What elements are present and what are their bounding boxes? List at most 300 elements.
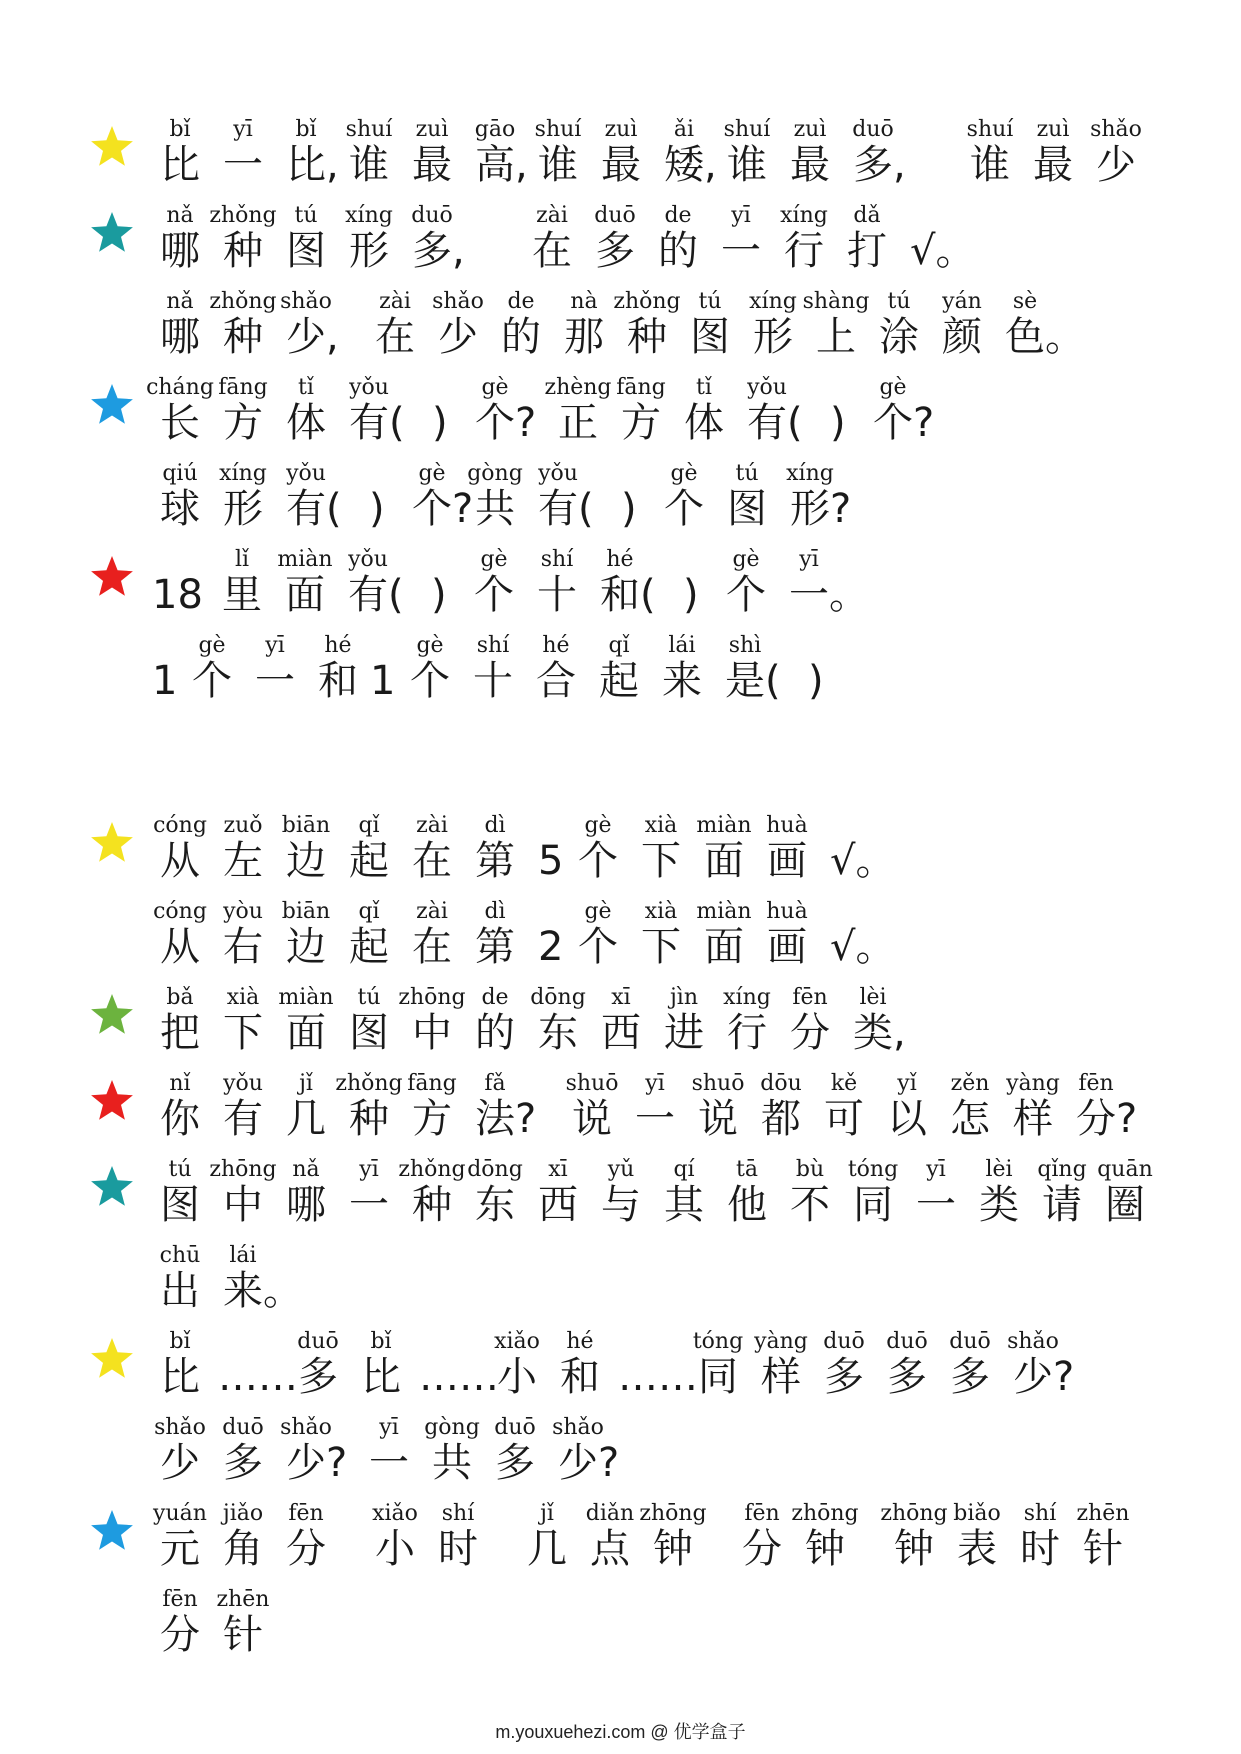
pinyin: yán [942,289,982,314]
pinyin: shuō [565,1071,619,1096]
pinyin: quān [1097,1157,1153,1182]
pinyin: diǎn [585,1501,635,1526]
hanzi: 有( [747,400,803,446]
pinyin: tú [168,1157,192,1182]
pinyin: xíng [723,985,771,1010]
pinyin: gè [418,461,446,486]
hanzi: 分 [160,1612,200,1658]
hanzi: 正 [558,400,598,446]
hanzi: 几 [286,1096,326,1142]
hanzi: 图 [160,1182,200,1228]
pinyin: gè [198,633,226,658]
pinyin: kě [830,1071,858,1096]
pinyin: qiú [162,461,198,486]
hanzi: 1 [370,658,396,704]
pinyin: duō [886,1329,928,1354]
pinyin: duō [852,117,894,142]
pinyin: gè [584,813,612,838]
pinyin: zài [536,203,568,228]
pinyin: yòu [223,899,263,924]
pinyin: tú [887,289,911,314]
hanzi: 多 [495,1440,535,1486]
pinyin: gè [481,375,509,400]
pinyin: hé [542,633,570,658]
pinyin: gè [670,461,698,486]
pinyin: dì [484,899,506,924]
hanzi: 可 [824,1096,864,1142]
pinyin: gè [732,547,760,572]
pinyin: fēn [792,985,828,1010]
pinyin: shuí [345,117,393,142]
pinyin: bǐ [169,1329,191,1354]
hanzi: 面 [704,838,744,884]
pinyin: huà [766,813,808,838]
pinyin: yǒu [538,461,578,486]
pinyin: fēn [1078,1071,1114,1096]
star-shape [91,126,133,166]
hanzi: 有( [349,400,405,446]
hanzi: 的 [501,314,541,360]
star-red-icon [89,554,135,600]
hanzi: 西 [538,1182,578,1228]
pinyin: tú [357,985,381,1010]
pinyin: zhǒng [613,289,681,314]
pinyin: shǎo [154,1415,206,1440]
hanzi: √。 [910,228,976,274]
hanzi: 以 [887,1096,927,1142]
hanzi: ) [432,400,448,446]
hanzi: 有( [286,486,342,532]
hanzi: 谁 [538,142,578,188]
pinyin: shuí [534,117,582,142]
pinyin: sè [1012,289,1038,314]
pinyin: hé [566,1329,594,1354]
hanzi: ) [683,572,699,618]
hanzi: 把 [160,1010,200,1056]
star-shape [91,1510,133,1550]
pinyin: yī [645,1071,665,1096]
hanzi: 针 [223,1612,263,1658]
pinyin: duō [297,1329,339,1354]
hanzi: 哪 [160,228,200,274]
pinyin: fāng [218,375,268,400]
pinyin: shì [728,633,762,658]
hanzi: 时 [1020,1526,1060,1572]
pinyin: shuí [723,117,771,142]
hanzi: 1 [152,658,178,704]
hanzi: 一 [635,1096,675,1142]
hanzi: √。 [830,838,896,884]
pinyin: gè [480,547,508,572]
pinyin: duō [823,1329,865,1354]
pinyin: xī [548,1157,568,1182]
hanzi: 方 [412,1096,452,1142]
pinyin: cóng [153,899,207,924]
hanzi: 个? [873,400,935,446]
hanzi: 小 [497,1354,537,1400]
hanzi: 形 [223,486,263,532]
hanzi: 在 [412,838,452,884]
hanzi: 分 [790,1010,830,1056]
hanzi: 5 [538,838,564,884]
pinyin: jiǎo [222,1501,264,1526]
hanzi: 的 [658,228,698,274]
pinyin: tú [735,461,759,486]
pinyin: yǒu [349,375,389,400]
pinyin: zài [416,899,448,924]
hanzi: 分 [286,1526,326,1572]
hanzi: 进 [664,1010,704,1056]
hanzi: 那 [564,314,604,360]
pinyin: xíng [219,461,267,486]
pinyin: gè [879,375,907,400]
hanzi: 面 [286,1010,326,1056]
pinyin: fāng [616,375,666,400]
star-shape [91,556,133,596]
pinyin: de [481,985,509,1010]
pinyin: yī [265,633,285,658]
pinyin: yǐ [897,1071,917,1096]
hanzi: 钟 [805,1526,845,1572]
pinyin: yǒu [348,547,388,572]
hanzi: 第 [475,924,515,970]
hanzi: 形 [753,314,793,360]
hanzi: 在 [412,924,452,970]
hanzi: 少? [558,1440,620,1486]
hanzi: 方 [621,400,661,446]
hanzi: 怎 [950,1096,990,1142]
hanzi: 针 [1083,1526,1123,1572]
hanzi: …… [618,1354,698,1400]
hanzi: …… [419,1354,499,1400]
star-yellow-icon [89,1336,135,1382]
hanzi: 一 [255,658,295,704]
pinyin: qǐ [608,633,630,658]
pinyin: fāng [407,1071,457,1096]
pinyin: shǎo [280,289,332,314]
pinyin: dǎ [853,203,881,228]
hanzi: 样 [1013,1096,1053,1142]
hanzi: 谁 [349,142,389,188]
pinyin: xiǎo [372,1501,418,1526]
star-green-icon [89,992,135,1038]
pinyin: duō [222,1415,264,1440]
pinyin: zhōng [209,1157,277,1182]
hanzi: 2 [538,924,564,970]
pinyin: yī [731,203,751,228]
hanzi: 图 [727,486,767,532]
pinyin: bǐ [295,117,317,142]
pinyin: de [507,289,535,314]
hanzi: 类, [853,1010,906,1056]
hanzi: 时 [438,1526,478,1572]
hanzi: 在 [375,314,415,360]
pinyin: miàn [278,985,334,1010]
hanzi: 图 [690,314,730,360]
hanzi: 类 [979,1182,1019,1228]
pinyin: shǎo [552,1415,604,1440]
hanzi: 球 [160,486,200,532]
hanzi: 多, [853,142,906,188]
hanzi: 样 [761,1354,801,1400]
hanzi: 个 [578,924,618,970]
pinyin: hé [324,633,352,658]
hanzi: 从 [160,838,200,884]
pinyin: fēn [162,1587,198,1612]
pinyin: shuí [966,117,1014,142]
pinyin: shàng [802,289,870,314]
hanzi: 多 [950,1354,990,1400]
pinyin: chū [159,1243,201,1268]
pinyin: shǎo [1007,1329,1059,1354]
pinyin: zhēn [1076,1501,1130,1526]
pinyin: zuǒ [223,813,263,838]
hanzi: 有( [348,572,404,618]
pinyin: dōng [530,985,586,1010]
hanzi: 和 [318,658,358,704]
hanzi: 个? [412,486,474,532]
pinyin: zhēn [216,1587,270,1612]
hanzi: 比 [160,142,200,188]
pinyin: gòng [467,461,523,486]
pinyin: gòng [424,1415,480,1440]
pinyin: nǎ [166,203,194,228]
hanzi: 是( [725,658,781,704]
pinyin: fēn [288,1501,324,1526]
hanzi: 种 [223,228,263,274]
pinyin: zhōng [398,985,466,1010]
pinyin: zhǒng [398,1157,466,1182]
hanzi: 来 [662,658,702,704]
pinyin: zhǒng [335,1071,403,1096]
hanzi: 边 [286,838,326,884]
hanzi: 右 [223,924,263,970]
hanzi: 图 [349,1010,389,1056]
hanzi: √。 [830,924,896,970]
pinyin: shǎo [1090,117,1142,142]
hanzi: 比 [361,1354,401,1400]
hanzi: 矮, [664,142,717,188]
star-yellow-icon [89,820,135,866]
pinyin: duō [594,203,636,228]
pinyin: miàn [696,813,752,838]
hanzi: 少? [1013,1354,1075,1400]
hanzi: 最 [1033,142,1073,188]
pinyin: yǔ [607,1157,635,1182]
star-shape [91,1338,133,1378]
pinyin: duō [411,203,453,228]
pinyin: fǎ [484,1071,506,1096]
pinyin: zuì [604,117,638,142]
pinyin: bǐ [169,117,191,142]
pinyin: dōng [467,1157,523,1182]
pinyin: zhōng [791,1501,859,1526]
hanzi: ) [369,486,385,532]
hanzi: 面 [704,924,744,970]
hanzi: 最 [412,142,452,188]
pinyin: cóng [153,813,207,838]
hanzi: 少? [286,1440,348,1486]
hanzi: 小 [375,1526,415,1572]
pinyin: dōu [760,1071,802,1096]
pinyin: biān [281,899,331,924]
hanzi: 东 [475,1182,515,1228]
pinyin: xíng [345,203,393,228]
hanzi: 有( [538,486,594,532]
hanzi: ) [621,486,637,532]
hanzi: 多 [298,1354,338,1400]
pinyin: bǐ [370,1329,392,1354]
star-red-icon [89,1078,135,1124]
pinyin: miàn [696,899,752,924]
hanzi: 西 [601,1010,641,1056]
pinyin: jǐ [540,1501,554,1526]
star-blue-icon [89,382,135,428]
pinyin: zài [379,289,411,314]
pinyin: dì [484,813,506,838]
hanzi: 在 [532,228,572,274]
hanzi: 分? [1076,1096,1138,1142]
pinyin: lái [229,1243,257,1268]
pinyin: zěn [950,1071,990,1096]
pinyin: shí [441,1501,475,1526]
hanzi: 起 [349,838,389,884]
pinyin: zài [416,813,448,838]
hanzi: 比 [160,1354,200,1400]
hanzi: 画 [767,838,807,884]
pinyin: biǎo [953,1501,1001,1526]
hanzi: 下 [223,1010,263,1056]
hanzi: 少, [286,314,339,360]
hanzi: 形? [790,486,852,532]
pinyin: yàng [754,1329,808,1354]
hanzi: …… [218,1354,298,1400]
hanzi: 种 [627,314,667,360]
hanzi: 最 [790,142,830,188]
hanzi: 最 [601,142,641,188]
hanzi: 和( [600,572,656,618]
hanzi: 十 [537,572,577,618]
hanzi: ) [830,400,846,446]
hanzi: 共 [475,486,515,532]
hanzi: 多 [824,1354,864,1400]
hanzi: 多 [223,1440,263,1486]
hanzi: 都 [761,1096,801,1142]
pinyin: xíng [786,461,834,486]
hanzi: 第 [475,838,515,884]
pinyin: shí [1023,1501,1057,1526]
hanzi: 哪 [160,314,200,360]
hanzi: 图 [286,228,326,274]
pinyin: zhèng [544,375,612,400]
pinyin: xī [611,985,631,1010]
hanzi: 从 [160,924,200,970]
hanzi: 出 [160,1268,200,1314]
pinyin: duō [494,1415,536,1440]
pinyin: shǎo [432,289,484,314]
hanzi: 哪 [286,1182,326,1228]
hanzi: 表 [957,1526,997,1572]
hanzi: 个 [192,658,232,704]
pinyin: tǐ [298,375,314,400]
pinyin: nǐ [169,1071,191,1096]
hanzi: 个? [475,400,537,446]
pinyin: xià [226,985,260,1010]
hanzi: 不 [790,1182,830,1228]
pinyin: zuì [1036,117,1070,142]
hanzi: 形 [349,228,389,274]
hanzi: 画 [767,924,807,970]
star-shape [91,994,133,1034]
pinyin: duō [949,1329,991,1354]
pinyin: zhōng [639,1501,707,1526]
hanzi: 边 [286,924,326,970]
hanzi: ) [808,658,824,704]
hanzi: 一 [349,1182,389,1228]
hanzi: 东 [538,1010,578,1056]
hanzi: 色。 [1005,314,1085,360]
pinyin: miàn [277,547,333,572]
hanzi: 涂 [879,314,919,360]
hanzi: 少 [438,314,478,360]
hanzi: 一 [223,142,263,188]
hanzi: 钟 [653,1526,693,1572]
pinyin: yī [359,1157,379,1182]
pinyin: yǒu [223,1071,263,1096]
pinyin: zuì [415,117,449,142]
pinyin: cháng [146,375,214,400]
hanzi: 18 [152,572,203,618]
hanzi: 一 [369,1440,409,1486]
hanzi: 种 [349,1096,389,1142]
pinyin: yǒu [286,461,326,486]
star-shape [91,1080,133,1120]
pinyin: gāo [474,117,516,142]
hanzi: 左 [223,838,263,884]
hanzi: 同 [698,1354,738,1400]
pinyin: nǎ [292,1157,320,1182]
hanzi: 个 [726,572,766,618]
hanzi: 点 [590,1526,630,1572]
hanzi: 个 [578,838,618,884]
pinyin: qǐ [358,899,380,924]
hanzi: 一 [916,1182,956,1228]
pinyin: xià [644,899,678,924]
hanzi: 角 [223,1526,263,1572]
hanzi: 说 [572,1096,612,1142]
star-shape [91,1166,133,1206]
pinyin: lèi [985,1157,1013,1182]
hanzi: 和 [560,1354,600,1400]
pinyin: xíng [749,289,797,314]
pinyin: yī [379,1415,399,1440]
pinyin: lǐ [234,547,250,572]
pinyin: tóng [692,1329,744,1354]
pinyin: shí [540,547,574,572]
pinyin: biān [281,813,331,838]
hanzi: 少 [1096,142,1136,188]
pinyin: xiǎo [494,1329,540,1354]
pinyin: tǐ [696,375,712,400]
hanzi: 体 [684,400,724,446]
hanzi: 颜 [942,314,982,360]
hanzi: 行 [727,1010,767,1056]
hanzi: 上 [816,314,856,360]
star-shape [91,212,133,252]
hanzi: 有 [223,1096,263,1142]
pinyin: lèi [859,985,887,1010]
hanzi: 中 [223,1182,263,1228]
